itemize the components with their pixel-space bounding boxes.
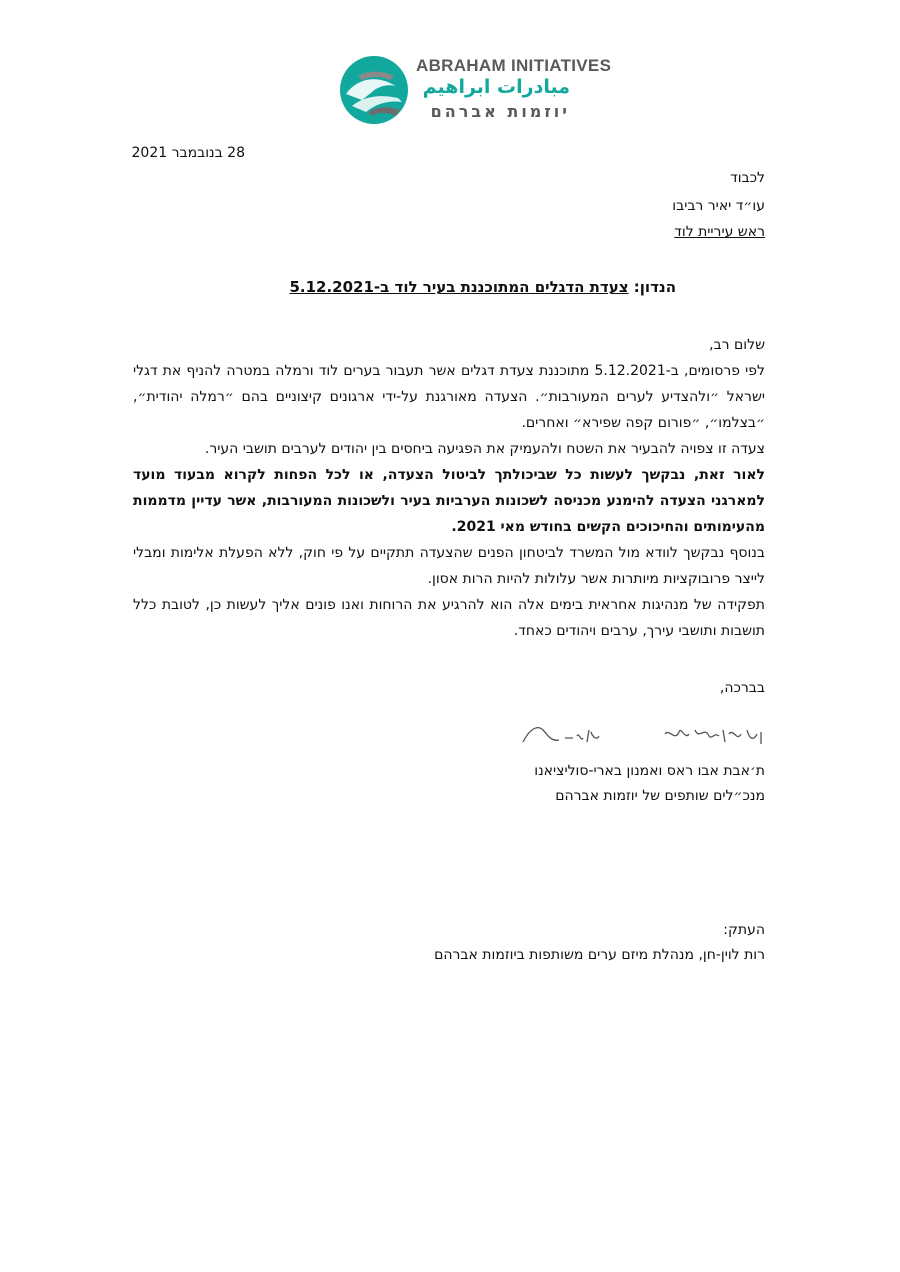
recipient-line-1: לכבוד bbox=[730, 170, 765, 186]
letter-date: 28 בנובמבר 2021 bbox=[131, 145, 245, 161]
recipient-line-3: ראש עיריית לוד bbox=[674, 224, 765, 240]
paragraph-3-bold: לאור זאת, נבקשך לעשות כל שביכולתך לביטול הצעדה, או לכל הפחות לקרוא מבעוד מועד למארגני הצעדה להימנע מכניסה לשכונות הערביות בעיר ולשכונות המעורבות, אשר עדיין מדממות מהעימותים והחיכוכים הקשים בחודש מאי 2021. bbox=[133, 467, 765, 535]
subject-prefix: הנדון: bbox=[633, 278, 676, 296]
handwritten-signatures bbox=[515, 712, 775, 752]
logo-text-hebrew: יוזמות אברהם bbox=[430, 102, 570, 121]
recipient-line-2: עו״ד יאיר רביבו bbox=[672, 198, 765, 214]
copy-label: העתק: bbox=[723, 922, 765, 938]
closing: בברכה, bbox=[719, 680, 765, 696]
subject-text: צעדת הדגלים המתוכננת בעיר לוד ב-5.12.2021 bbox=[289, 278, 629, 296]
subject-line bbox=[289, 278, 676, 296]
logo-text-arabic: مبادرات ابراهيم bbox=[422, 76, 570, 98]
paragraph-1: לפי פרסומים, ב-5.12.2021 מתוכננת צעדת דגלים אשר תעבור בערים לוד ורמלה במטרה להניף את דגלי ישראל ״ולהצדיע לערים המעורבות״. הצעדה מאורגנת על-ידי ארגונים קיצוניים בהם ״רמלה יהודית״, ״בצלמו״, ״פורום קפה שפירא״ ואחרים. bbox=[133, 363, 765, 431]
paragraph-4: בנוסף נבקשך לוודא מול המשרד לביטחון הפנים שהצעדה תתקיים על פי חוק, ללא הפעלת אלימות ומבלי לייצר פרובוקציות מיותרות אשר עלולות להיות הרות אסון. bbox=[133, 545, 765, 587]
org-logo bbox=[338, 54, 612, 126]
logo-text-english: ABRAHAM INITIATIVES bbox=[416, 56, 612, 75]
paragraph-5: תפקידה של מנהיגות אחראית בימים אלה הוא להרגיע את הרוחות ואנו פונים אליך לעשות כן, לטובת כלל תושבות ותושבי עירך, ערבים ויהודים כאחד. bbox=[133, 597, 765, 639]
greeting: שלום רב, bbox=[709, 337, 765, 353]
hands-logo-icon bbox=[338, 54, 410, 126]
copy-recipient: רות לוין-חן, מנהלת מיזם ערים משותפות ביוזמות אברהם bbox=[434, 947, 765, 963]
paragraph-2: צעדה זו צפויה להבעיר את השטח ולהעמיק את הפגיעה ביחסים בין יהודים לערבים תושבי העיר. bbox=[204, 441, 765, 457]
signers-names: ת׳אבת אבו ראס ואמנון בארי-סוליציאנו bbox=[534, 763, 765, 779]
signers-title: מנכ״לים שותפים של יוזמות אברהם bbox=[555, 788, 765, 804]
